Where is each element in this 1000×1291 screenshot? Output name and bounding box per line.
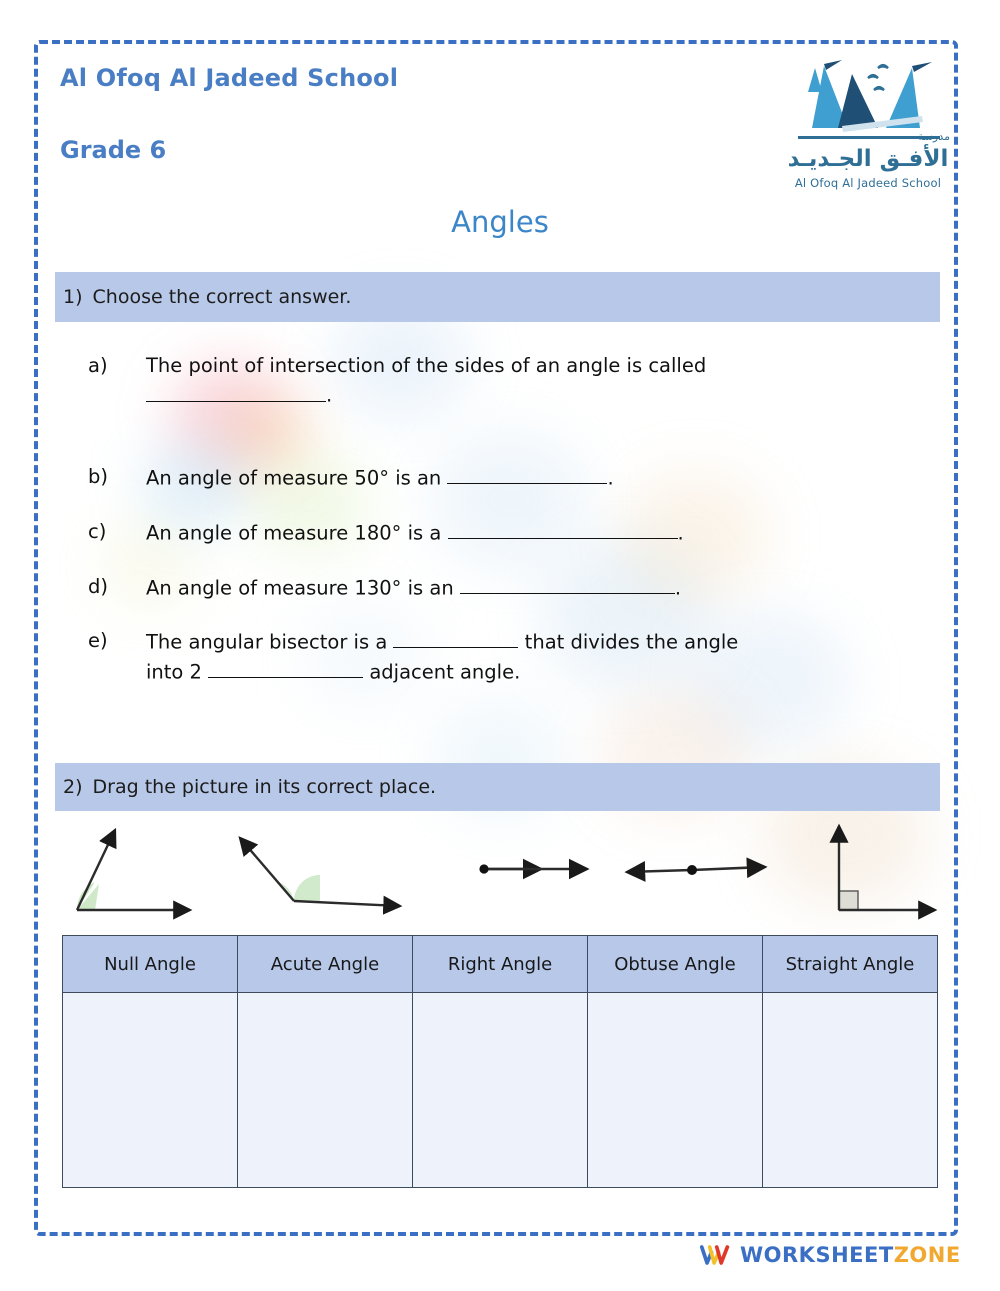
question-d-blank[interactable]	[460, 573, 675, 594]
question-d-text: An angle of measure 130° is an	[146, 576, 460, 600]
question-b-label: b)	[88, 465, 108, 488]
section-1-header	[55, 272, 940, 322]
school-logo-english-name: Al Ofoq Al Jadeed School	[794, 176, 942, 190]
question-d-label: d)	[88, 575, 108, 598]
section-2-instruction: Drag the picture in its correct place.	[92, 776, 437, 798]
obtuse-angle-figure[interactable]	[230, 826, 415, 925]
question-a-period: .	[326, 383, 333, 407]
drop-cell-null-angle[interactable]	[63, 993, 238, 1188]
worksheetzone-wordmark	[740, 1243, 961, 1267]
brand-text-worksheet: WORKSHEET	[740, 1243, 894, 1267]
table-header-straight-angle: Straight Angle	[763, 936, 938, 993]
table-header-acute-angle: Acute Angle	[238, 936, 413, 993]
grade-label: Grade 6	[60, 136, 167, 164]
drop-cell-acute-angle[interactable]	[238, 993, 413, 1188]
acute-angle-figure[interactable]	[55, 818, 215, 927]
question-b	[88, 463, 918, 493]
question-d	[88, 573, 918, 603]
drop-cell-right-angle[interactable]	[413, 993, 588, 1188]
angle-classification-table	[62, 935, 938, 1188]
question-c	[88, 518, 918, 548]
section-1-number: 1)	[63, 286, 83, 308]
question-a	[88, 352, 918, 410]
table-drop-row	[63, 993, 938, 1188]
straight-angle-figure[interactable]	[617, 856, 777, 886]
question-a-label: a)	[88, 354, 108, 377]
question-e	[88, 627, 918, 686]
question-a-blank[interactable]	[146, 380, 326, 401]
question-c-text: An angle of measure 180° is a	[146, 521, 448, 545]
worksheetzone-w-icon	[700, 1244, 730, 1266]
school-logo-arabic-name: الأفـق الجـديـد	[787, 146, 949, 172]
null-angle-figure[interactable]	[475, 856, 600, 886]
school-logo	[782, 52, 954, 192]
question-e-text-part3: into 2	[146, 660, 209, 684]
question-a-text: The point of intersection of the sides of an angle is called	[146, 354, 707, 377]
question-e-blank-2[interactable]	[208, 657, 363, 678]
right-angle-figure[interactable]	[810, 818, 945, 927]
section-2-header	[55, 763, 940, 811]
section-2-number: 2)	[63, 776, 83, 798]
angle-figures-row	[55, 818, 945, 930]
question-c-blank[interactable]	[448, 518, 678, 539]
question-b-period: .	[607, 466, 614, 490]
question-d-period: .	[674, 576, 682, 600]
question-e-blank-1[interactable]	[393, 627, 518, 648]
worksheetzone-footer-logo	[700, 1243, 961, 1267]
brand-text-zone: ZONE	[893, 1243, 961, 1267]
table-header-null-angle: Null Angle	[63, 936, 238, 993]
worksheet-title: Angles	[451, 205, 549, 239]
question-e-text-part4: adjacent angle.	[363, 660, 521, 684]
question-b-blank[interactable]	[447, 463, 607, 484]
question-e-text-part2: that divides the angle	[518, 630, 739, 654]
school-logo-arabic-small: مدرسة	[917, 130, 950, 143]
question-e-text-part1: The angular bisector is a	[146, 630, 394, 654]
question-e-label: e)	[88, 629, 108, 652]
question-c-period: .	[677, 521, 684, 545]
table-header-row	[63, 936, 938, 993]
question-c-label: c)	[88, 520, 107, 543]
table-header-right-angle: Right Angle	[413, 936, 588, 993]
question-b-text: An angle of measure 50° is an	[146, 466, 448, 490]
section-1-instruction: Choose the correct answer.	[92, 286, 352, 308]
drop-cell-straight-angle[interactable]	[763, 993, 938, 1188]
school-name: Al Ofoq Al Jadeed School	[60, 64, 399, 92]
drop-cell-obtuse-angle[interactable]	[588, 993, 763, 1188]
table-header-obtuse-angle: Obtuse Angle	[588, 936, 763, 993]
